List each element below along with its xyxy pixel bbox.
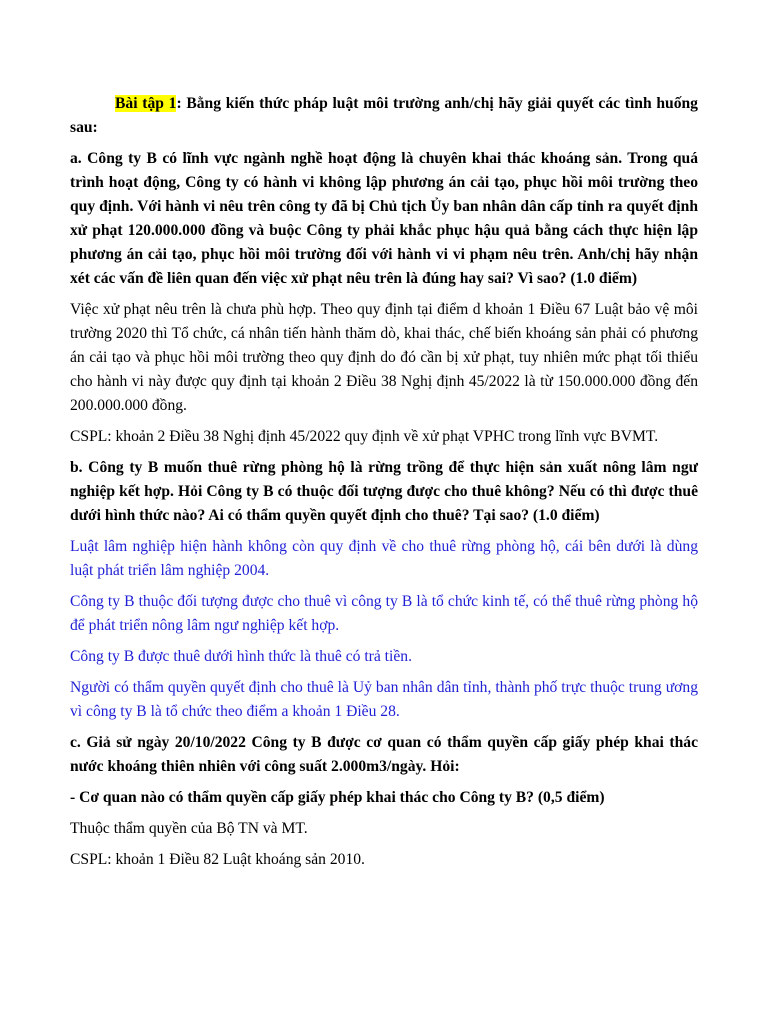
legal-basis-c-1: CSPL: khoản 1 Điều 82 Luật khoáng sản 2010. — [70, 851, 365, 868]
exercise-title-text: : Bằng kiến thức pháp luật môi trường anh/chị hãy giải quyết các tình huống sau: — [70, 95, 698, 136]
question-c: c. Giả sử ngày 20/10/2022 Công ty B được cơ quan có thẩm quyền cấp giấy phép khai thác nước khoáng thiên nhiên với công suất 2.000m3/ngày. Hỏi: — [70, 734, 698, 775]
question-c-1: - Cơ quan nào có thẩm quyền cấp giấy phép khai thác cho Công ty B? (0,5 điểm) — [70, 789, 605, 806]
answer-c-1: Thuộc thẩm quyền của Bộ TN và MT. — [70, 820, 308, 837]
answer-b-form: Công ty B được thuê dưới hình thức là thuê có trả tiền. — [70, 648, 412, 665]
answer-b-eligibility: Công ty B thuộc đối tượng được cho thuê vì công ty B là tổ chức kinh tế, có thể thuê rừng phòng hộ để phát triển nông lâm ngư nghiệp kết hợp. — [70, 593, 698, 634]
exercise-heading — [70, 92, 698, 140]
exercise-title-highlight: Bài tập 1 — [115, 95, 177, 112]
legal-basis-a: CSPL: khoản 2 Điều 38 Nghị định 45/2022 quy định về xử phạt VPHC trong lĩnh vực BVMT. — [70, 428, 659, 445]
answer-b-authority: Người có thẩm quyền quyết định cho thuê là Uỷ ban nhân dân tỉnh, thành phố trực thuộc trung ương vì công ty B là tổ chức theo điểm a khoản 1 Điều 28. — [70, 679, 698, 720]
question-a: a. Công ty B có lĩnh vực ngành nghề hoạt động là chuyên khai thác khoáng sản. Trong quá trình hoạt động, Công ty có hành vi không lập phương án cải tạo, phục hồi môi trường theo quy định. Với hành vi nêu trên công ty đã bị Chủ tịch Ủy ban nhân dân cấp tỉnh ra quyết định xử phạt 120.000.000 đồng và buộc Công ty phải khắc phục hậu quả bằng cách thực hiện lập phương án cải tạo, phục hồi môi trường đối với hành vi vi phạm nêu trên. Anh/chị hãy nhận xét các vấn đề liên quan đến việc xử phạt nêu trên là đúng hay sai? Vì sao? (1.0 điểm) — [70, 150, 698, 287]
answer-b-note: Luật lâm nghiệp hiện hành không còn quy định về cho thuê rừng phòng hộ, cái bên dưới là dùng luật phát triển lâm nghiệp 2004. — [70, 538, 698, 579]
answer-a: Việc xử phạt nêu trên là chưa phù hợp. Theo quy định tại điểm d khoản 1 Điều 67 Luật bảo vệ môi trường 2020 thì Tổ chức, cá nhân tiến hành thăm dò, khai thác, chế biến khoáng sản phải có phương án cải tạo và phục hồi môi trường theo quy định do đó cần bị xử phạt, tuy nhiên mức phạt tối thiểu cho hành vi này được quy định tại khoản 2 Điều 38 Nghị định 45/2022 là từ 150.000.000 đồng đến 200.000.000 đồng. — [70, 301, 698, 414]
question-b: b. Công ty B muốn thuê rừng phòng hộ là rừng trồng để thực hiện sản xuất nông lâm ngư nghiệp kết hợp. Hỏi Công ty B có thuộc đối tượng được cho thuê không? Nếu có thì được thuê dưới hình thức nào? Ai có thẩm quyền quyết định cho thuê? Tại sao? (1.0 điểm) — [70, 459, 698, 524]
